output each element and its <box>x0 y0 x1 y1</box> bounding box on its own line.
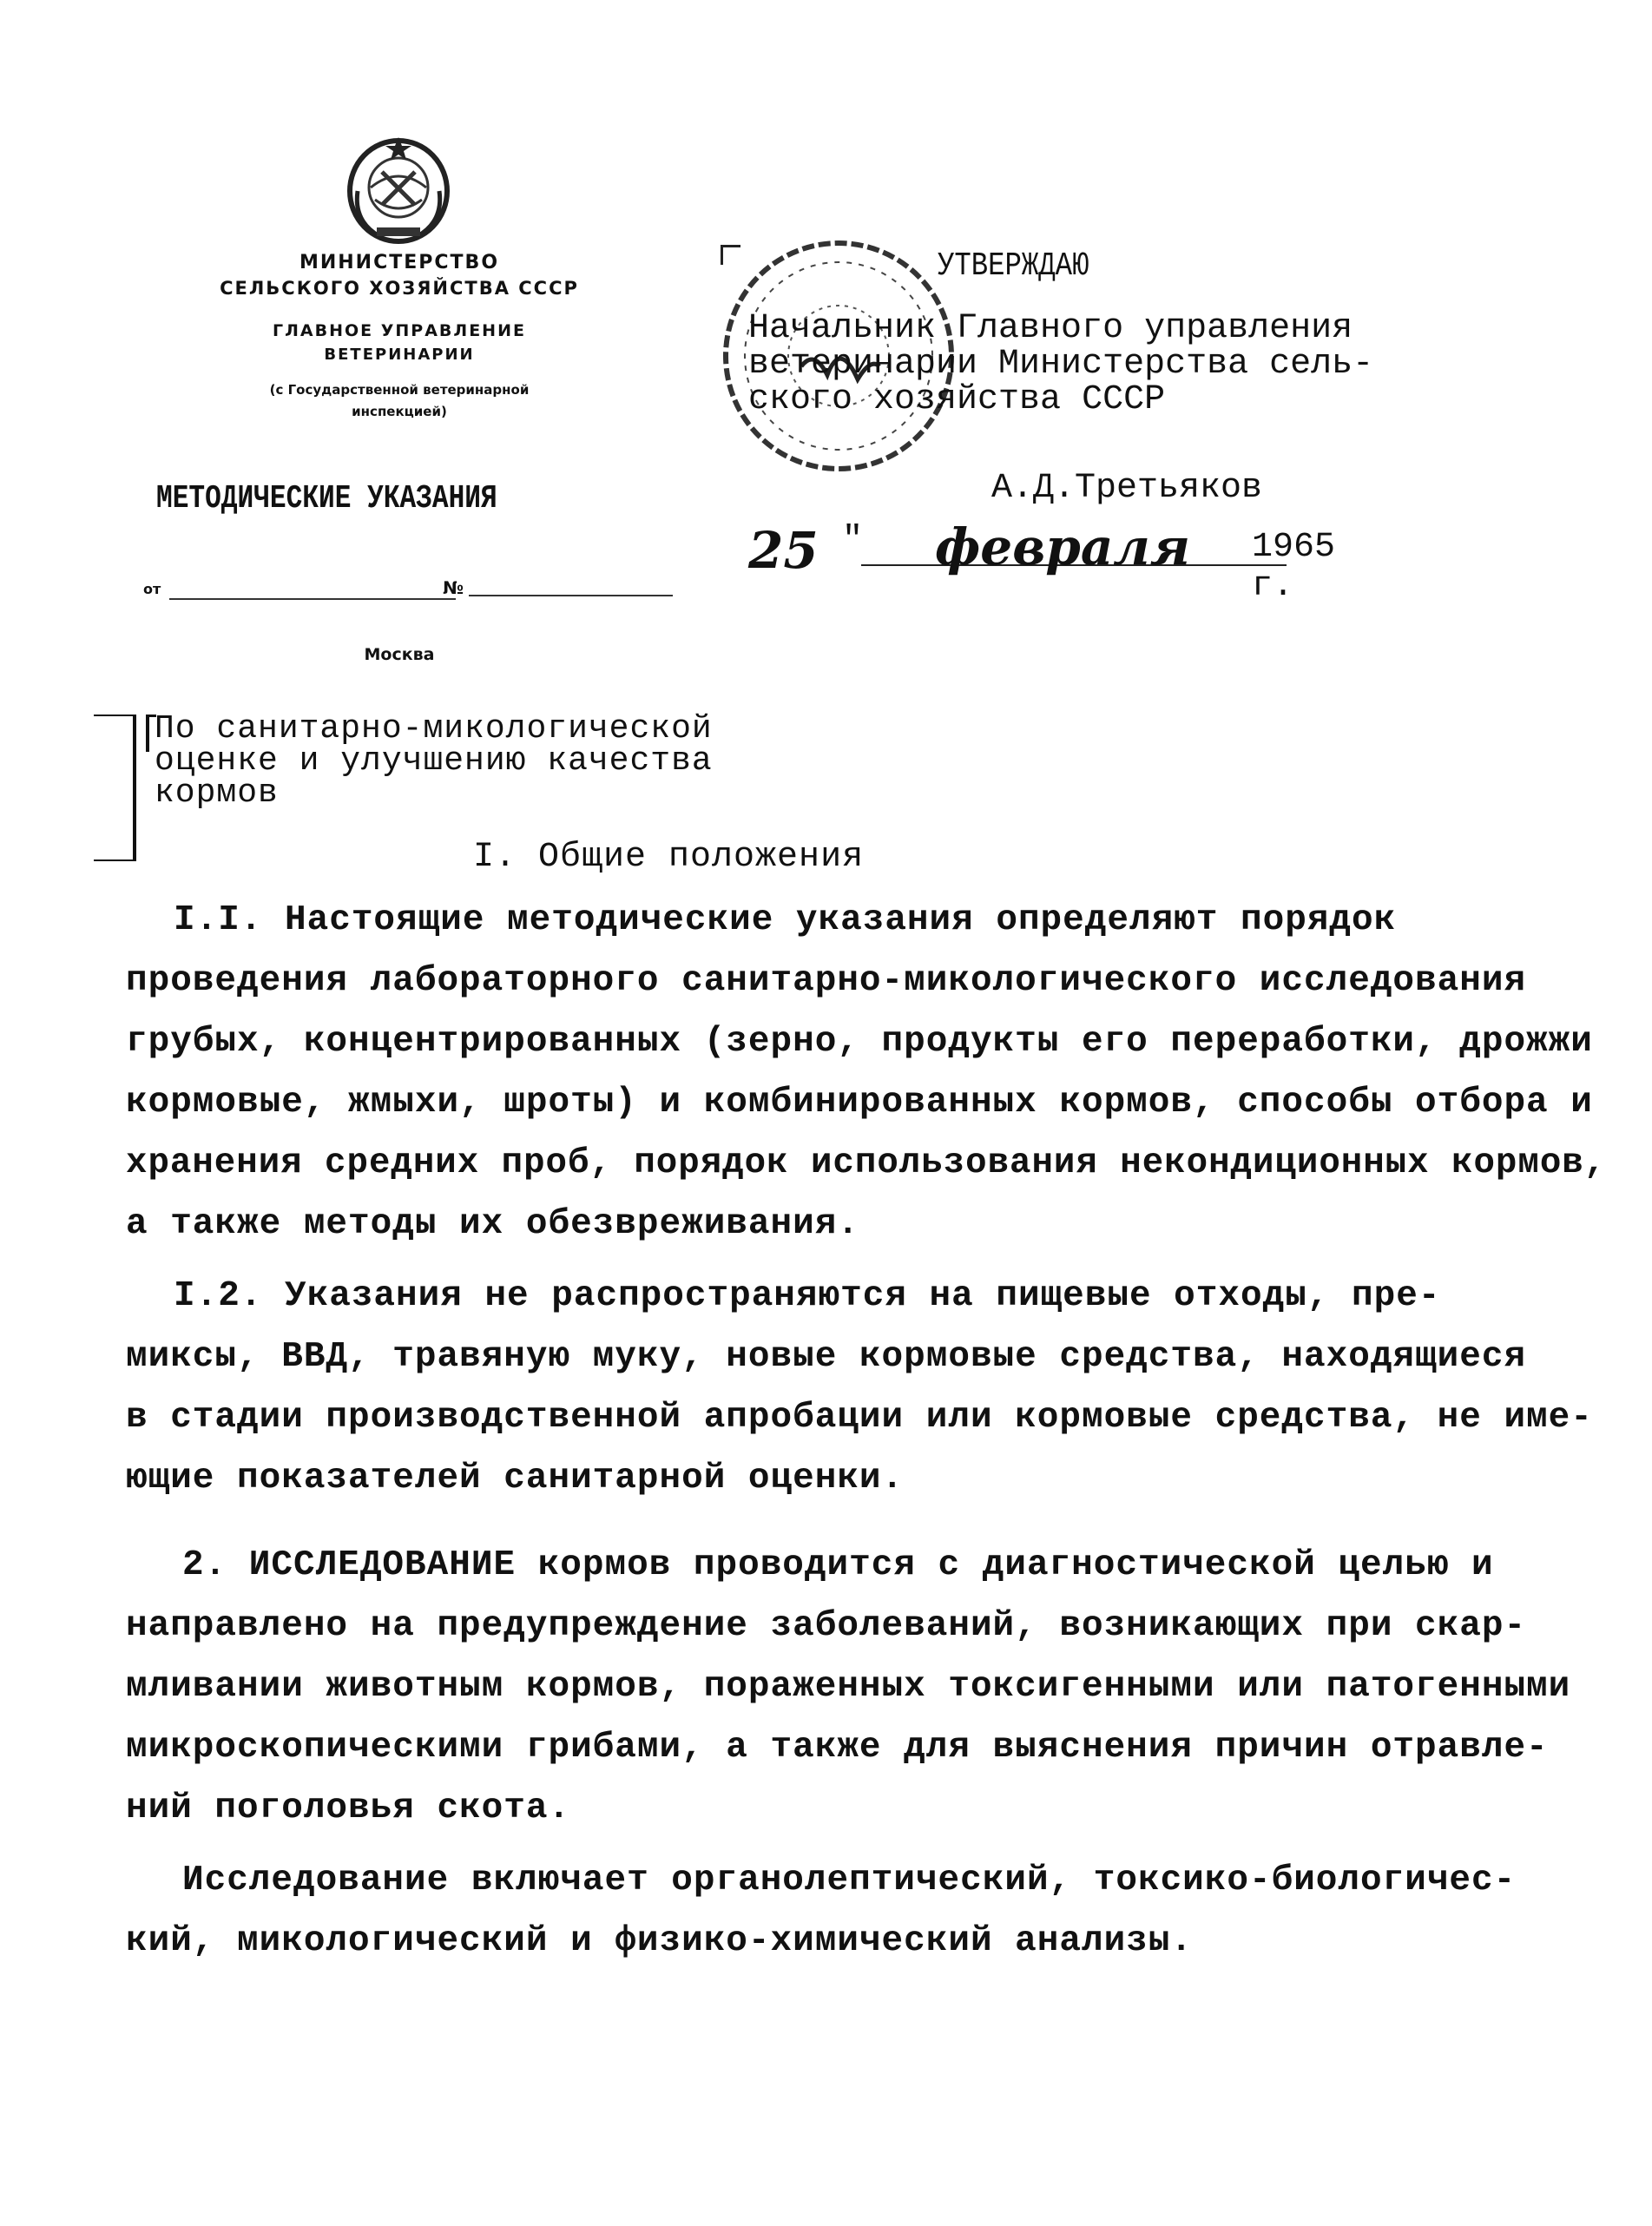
signatory-name: А.Д.Третьяков <box>991 469 1263 508</box>
date-number-line <box>143 577 673 609</box>
subject-line-3: кормов <box>155 774 279 812</box>
approval-date-line <box>748 517 1391 606</box>
p4-line-1: Исследование включает органолептический, токсико-биологичес- <box>182 1860 1517 1900</box>
approval-line-2: ветеринарии Министерства сель- <box>748 345 1374 384</box>
p2-line-4: ющие показателей санитарной оценки. <box>126 1459 905 1498</box>
p1-line-3: грубых, концентрированных (зерно, продукты его переработки, дрожжи <box>126 1022 1593 1062</box>
p3-line-4: микроскопическими грибами, а также для выяснения причин отравле- <box>126 1728 1549 1768</box>
subject-line-1: По санитарно-микологической <box>155 710 713 747</box>
doc-type-title: МЕТОДИЧЕСКИЕ УКАЗАНИЯ <box>156 480 497 517</box>
subject-line-2: оценке и улучшению качества <box>155 742 713 780</box>
dept-line-1: ГЛАВНОЕ УПРАВЛЕНИЕ <box>273 321 526 340</box>
quote-mark: " <box>842 521 864 560</box>
city: Москва <box>364 645 435 664</box>
approval-year: 1965 г. <box>1252 528 1336 606</box>
approval-month: февраля <box>935 517 1191 576</box>
p3-line-1: 2. ИССЛЕДОВАНИЕ кормов проводится с диагностической целью и <box>182 1545 1494 1585</box>
date-prefix: от <box>143 581 161 597</box>
p1-line-1: I.I. Настоящие методические указания определяют порядок <box>174 900 1397 940</box>
p2-line-2: миксы, ВВД, травяную муку, новые кормовые средства, находящиеся <box>126 1337 1527 1377</box>
ministry-line-1: МИНИСТЕРСТВО <box>299 252 500 273</box>
p3-line-5: ний поголовья скота. <box>126 1788 571 1828</box>
dept-line-3: (с Государственной ветеринарной <box>269 382 530 398</box>
approval-line-1: Начальник Главного управления <box>748 309 1353 348</box>
p1-line-6: а также методы их обезвреживания. <box>126 1204 859 1244</box>
approve-word: УТВЕРЖДАЮ <box>938 247 1089 285</box>
corner-mark <box>721 245 740 265</box>
dept-line-2: ВЕТЕРИНАРИИ <box>324 346 475 364</box>
number-blank-line <box>469 595 673 596</box>
approval-line-3: ского хозяйства СССР <box>748 380 1166 419</box>
p3-line-2: направлено на предупреждение заболеваний, возникающих при скар- <box>126 1606 1527 1646</box>
approval-day: 25 <box>748 521 819 580</box>
p4-line-2: кий, микологический и физико-химический анализы. <box>126 1921 1193 1961</box>
p3-line-3: мливании животным кормов, пораженных токсигенными или патогенными <box>126 1667 1571 1707</box>
p1-line-2: проведения лабораторного санитарно-микологического исследования <box>126 961 1527 1001</box>
dept-line-4: инспекцией) <box>352 404 447 419</box>
date-blank-line <box>169 598 456 600</box>
p1-line-4: кормовые, жмыхи, шроты) и комбинированных кормов, способы отбора и <box>126 1083 1593 1123</box>
ussr-emblem-icon <box>340 130 457 247</box>
number-prefix: № <box>443 577 464 598</box>
section-title: I. Общие положения <box>473 838 865 877</box>
subject-bracket <box>94 715 136 861</box>
ministry-line-2: СЕЛЬСКОГО ХОЗЯЙСТВА СССР <box>220 278 579 299</box>
p2-line-3: в стадии производственной апробации или кормовые средства, не име- <box>126 1398 1593 1438</box>
p1-line-5: хранения средних проб, порядок использования некондиционных кормов, <box>126 1143 1607 1183</box>
p2-line-1: I.2. Указания не распространяются на пищевые отходы, пре- <box>174 1276 1441 1316</box>
